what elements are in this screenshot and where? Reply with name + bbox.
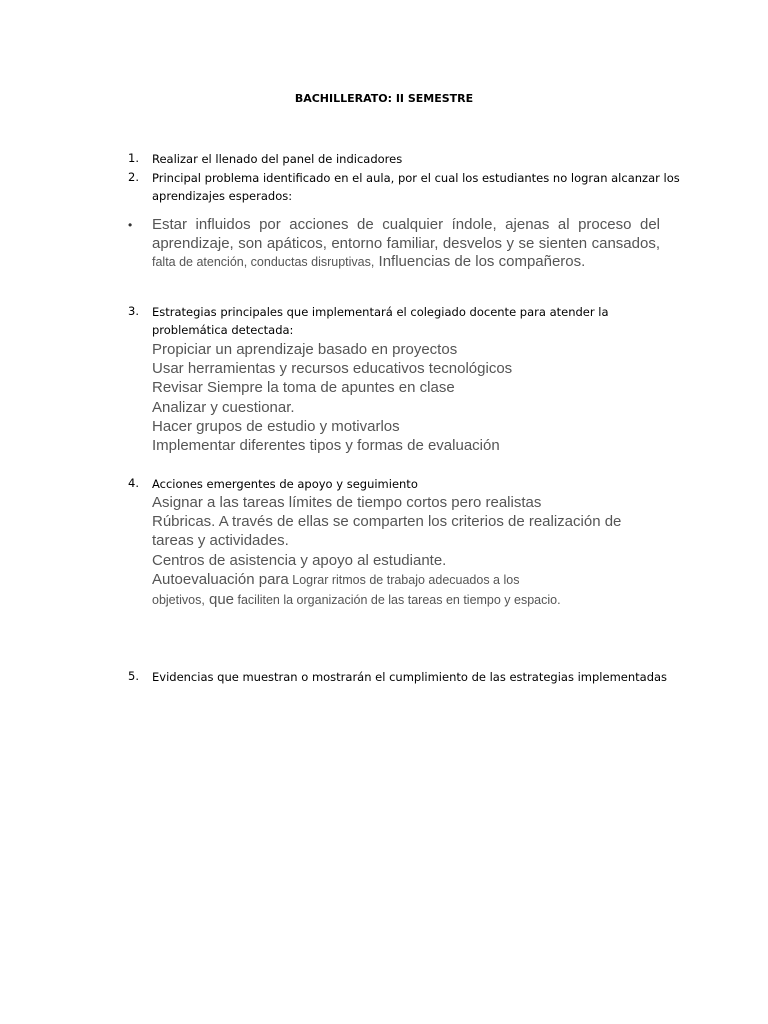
document-title: BACHILLERATO: II SEMESTRE (294, 92, 474, 105)
action-2-cont: tareas y actividades. (152, 532, 289, 549)
item-2-number: 2. (128, 170, 139, 184)
bullet-line-2: aprendizaje, son apáticos, entorno familiar, desvelos y se sienten cansados, (152, 235, 660, 252)
action-4-cont-small-1: objetivos, (152, 593, 205, 607)
item-2-text-line-1: Principal problema identificado en el aula, por el cual los estudiantes no logran alcanzar los (152, 171, 680, 185)
item-5-number: 5. (128, 669, 139, 683)
strategy-6: Implementar diferentes tipos y formas de evaluación (152, 437, 500, 454)
action-4-cont-small-2: faciliten la organización de las tareas en tiempo y espacio. (234, 593, 561, 607)
action-4 (152, 570, 519, 590)
item-2-text-line-2: aprendizajes esperados: (152, 189, 293, 203)
strategy-4: Analizar y cuestionar. (152, 399, 295, 416)
strategy-2: Usar herramientas y recursos educativos tecnológicos (152, 360, 513, 377)
action-4-large: Autoevaluación para (152, 571, 289, 588)
item-3-number: 3. (128, 304, 139, 318)
item-3-text-line-2: problemática detectada: (152, 323, 294, 337)
bullet-line-3 (152, 252, 585, 272)
bullet-marker: • (128, 218, 133, 232)
action-4-cont (152, 590, 561, 610)
action-3: Centros de asistencia y apoyo al estudiante. (152, 552, 447, 569)
bullet-line-1: Estar influidos por acciones de cualquier índole, ajenas al proceso del (152, 216, 660, 233)
item-4-number: 4. (128, 476, 139, 490)
item-1-number: 1. (128, 151, 139, 165)
bullet-line-3-small: falta de atención, conductas disruptivas, (152, 255, 375, 269)
action-4-cont-large: que (204, 591, 235, 608)
item-5-text: Evidencias que muestran o mostrarán el cumplimiento de las estrategias implementadas (152, 670, 668, 684)
bullet-line-3-large: Influencias de los compañeros. (374, 253, 586, 270)
action-4-small: Lograr ritmos de trabajo adecuados a los (288, 573, 520, 587)
strategy-5: Hacer grupos de estudio y motivarlos (152, 418, 400, 435)
item-4-text: Acciones emergentes de apoyo y seguimiento (152, 477, 418, 491)
strategy-3: Revisar Siempre la toma de apuntes en clase (152, 379, 455, 396)
item-1-text: Realizar el llenado del panel de indicadores (152, 152, 403, 166)
action-1: Asignar a las tareas límites de tiempo cortos pero realistas (152, 494, 542, 511)
item-3-text-line-1: Estrategias principales que implementará el colegiado docente para atender la (152, 305, 609, 319)
action-2: Rúbricas. A través de ellas se comparten los criterios de realización de (152, 513, 622, 530)
strategy-1: Propiciar un aprendizaje basado en proyectos (152, 341, 458, 358)
